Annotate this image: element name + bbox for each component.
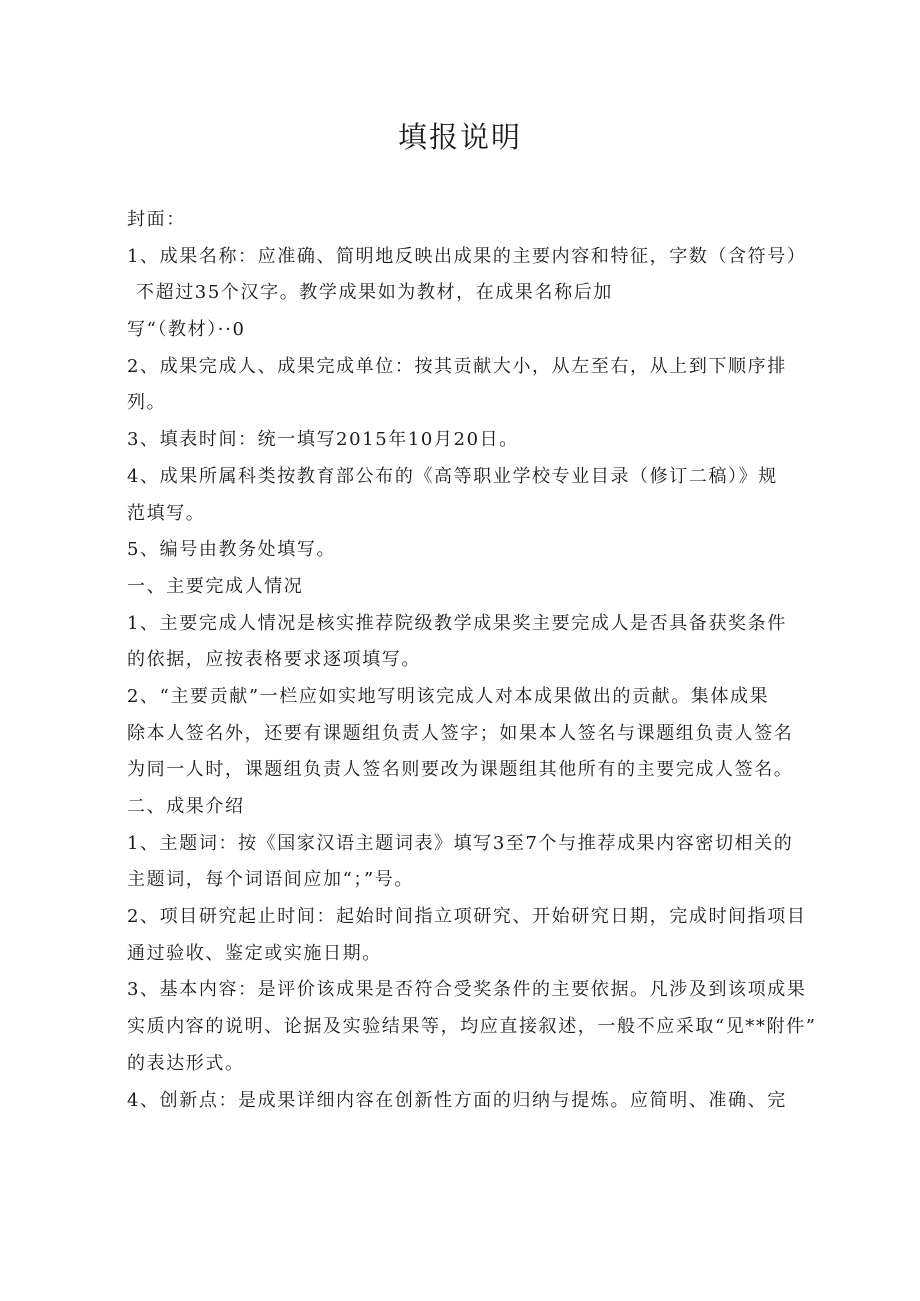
- paragraph-line: 5、编号由教务处填写。: [127, 539, 337, 561]
- paragraph-line: 3、填表时间：统一填写2015年10月20日。: [127, 429, 519, 451]
- paragraph-line: 的表达形式。: [127, 1052, 245, 1074]
- paragraph-line: 1、成果名称：应准确、简明地反映出成果的主要内容和特征，字数（含符号）: [127, 245, 807, 267]
- paragraph-line: 主题词，每个词语间应加“；”号。: [127, 869, 415, 891]
- paragraph-line: 写“（教材）··0: [127, 319, 246, 341]
- paragraph-line: 列。: [127, 392, 167, 414]
- paragraph-line: 2、成果完成人、成果完成单位：按其贡献大小，从左至右，从上到下顺序排: [127, 355, 787, 377]
- paragraph-line: 4、成果所属科类按教育部公布的《高等职业学校专业目录（修订二稿）》规: [127, 465, 778, 487]
- section-heading-introduction: 二、成果介绍: [127, 796, 245, 817]
- section-heading-cover: 封面：: [127, 209, 186, 230]
- paragraph-line: 1、主要完成人情况是核实推荐院级教学成果奖主要完成人是否具备获奖条件: [127, 612, 787, 634]
- page-title: 填报说明: [397, 120, 522, 154]
- paragraph-line: 4、创新点：是成果详细内容在创新性方面的归纳与提炼。应简明、准确、完: [127, 1089, 787, 1111]
- paragraph-line: 为同一人时，课题组负责人签名则要改为课题组其他所有的主要完成人签名。: [127, 759, 794, 781]
- paragraph-line: 不超过35个汉字。教学成果如为教材，在成果名称后加: [136, 282, 613, 304]
- paragraph-line: 2、项目研究起止时间：起始时间指立项研究、开始研究日期，完成时间指项目: [127, 906, 807, 928]
- paragraph-line: 的依据，应按表格要求逐项填写。: [127, 649, 421, 671]
- paragraph-line: 范填写。: [127, 502, 206, 524]
- paragraph-line: 2、“主要贡献”一栏应如实地写明该完成人对本成果做出的贡献。集体成果: [127, 685, 770, 707]
- paragraph-line: 1、主题词：按《国家汉语主题词表》填写3至7个与推荐成果内容密切相关的: [127, 832, 794, 854]
- instructions-body: [127, 202, 847, 1119]
- paragraph-line: 3、基本内容：是评价该成果是否符合受奖条件的主要依据。凡涉及到该项成果: [127, 979, 807, 1001]
- paragraph-line: 实质内容的说明、论据及实验结果等，均应直接叙述，一般不应采取“见**附件”: [127, 1016, 817, 1038]
- paragraph-line: 除本人签名外，还要有课题组负责人签字；如果本人签名与课题组负责人签名: [127, 722, 794, 744]
- paragraph-line: 通过验收、鉴定或实施日期。: [127, 942, 382, 964]
- section-heading-completers: 一、主要完成人情况: [127, 575, 304, 597]
